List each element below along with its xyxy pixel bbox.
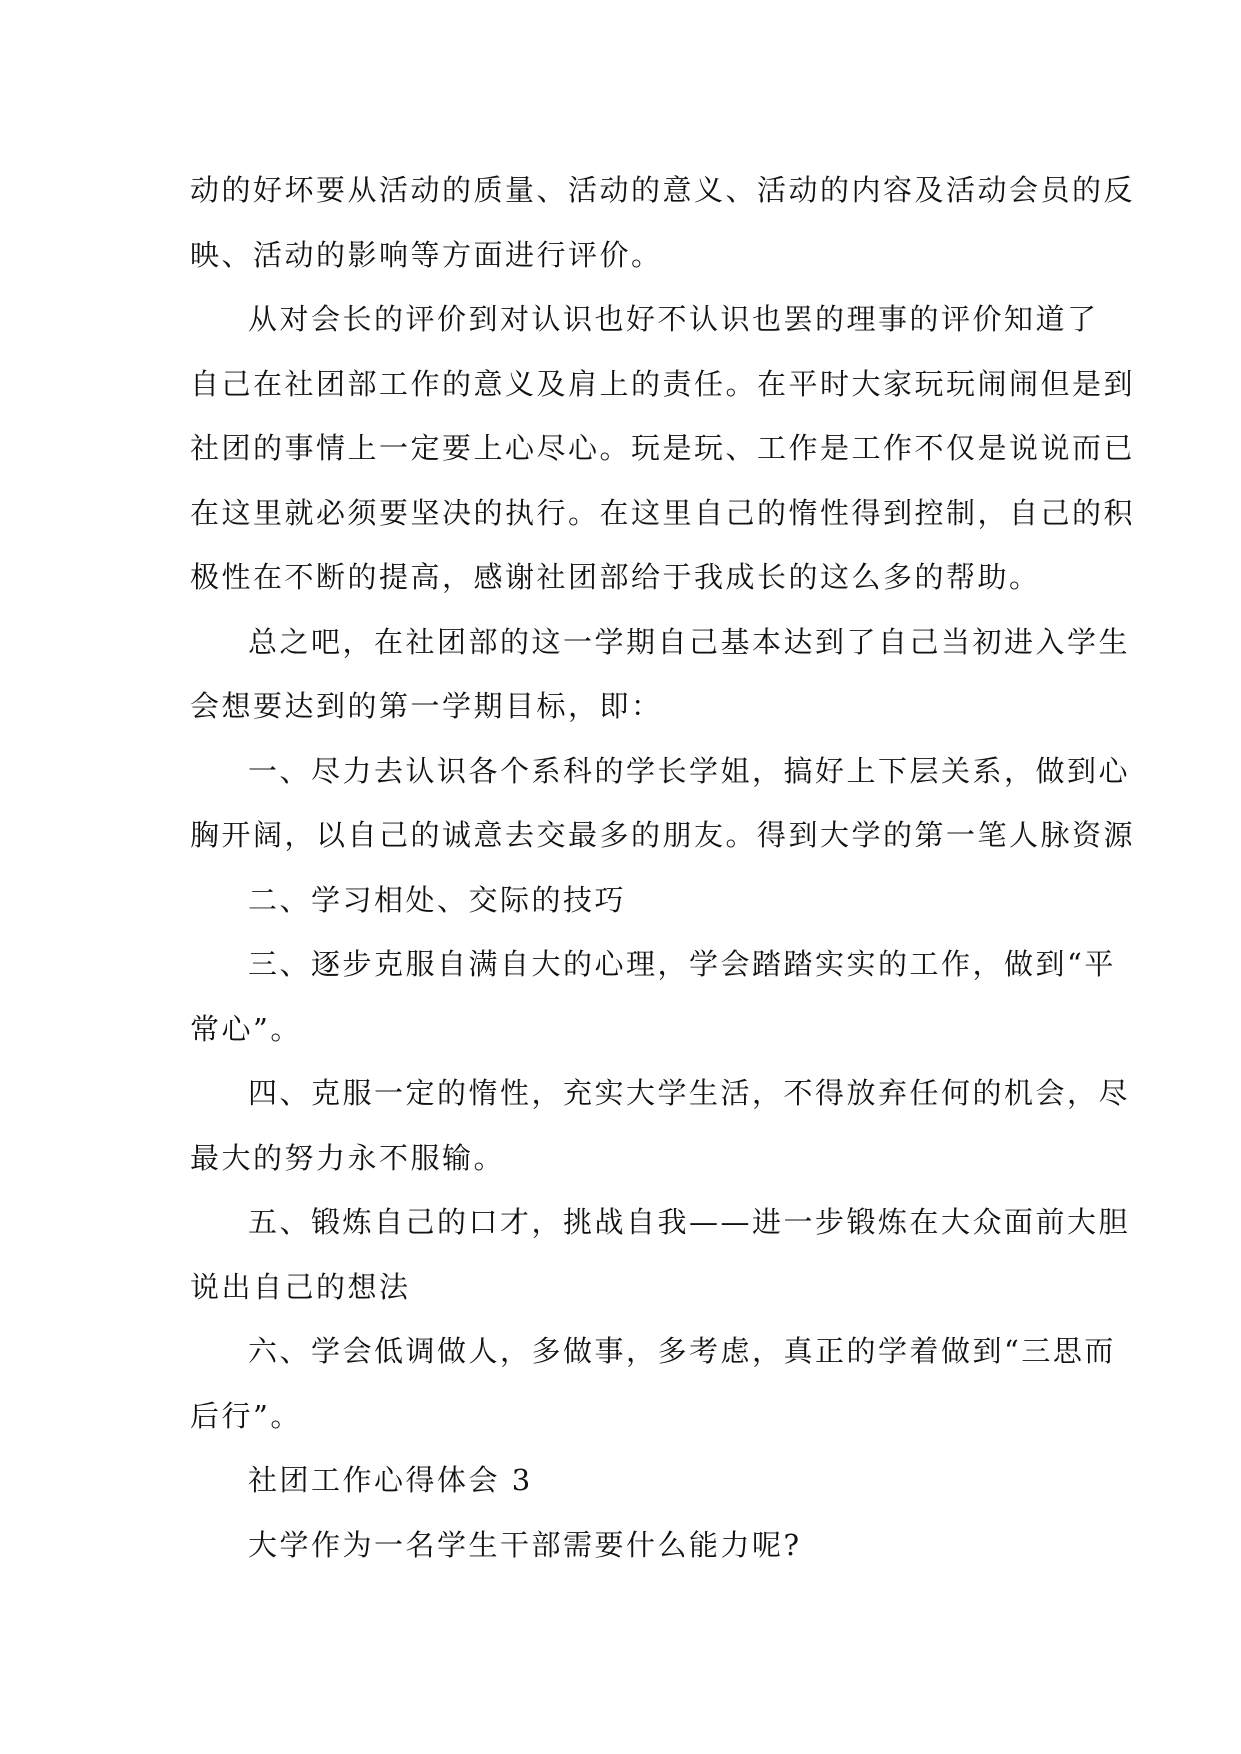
paragraph-semester-goals-intro — [190, 610, 1131, 739]
text-line: 自己在社团部工作的意义及肩上的责任。在平时大家玩玩闹闹但是到 — [190, 366, 1136, 401]
text-line: 从对会长的评价到对认识也好不认识也罢的理事的评价知道了 — [248, 302, 1099, 336]
text-line: 胸开阔，以自己的诚意去交最多的朋友。得到大学的第一笔人脉资源 — [190, 818, 1136, 852]
paragraph-goal-3 — [190, 932, 1116, 1061]
paragraph-goal-6 — [190, 1319, 1116, 1448]
text-line: 社团工作心得体会 3 — [248, 1463, 533, 1497]
text-line: 在这里就必须要坚决的执行。在这里自己的惰性得到控制，自己的积 — [190, 495, 1136, 530]
paragraph-question — [190, 1513, 1060, 1578]
text-line: 六、学会低调做人，多做事，多考虑，真正的学着做到“三思而 — [248, 1334, 1116, 1368]
text-line: 一、尽力去认识各个系科的学长学姐，搞好上下层关系，做到心 — [248, 753, 1131, 788]
text-line: 动的好坏要从活动的质量、活动的意义、活动的内容及活动会员的反 — [190, 173, 1136, 207]
text-line: 映、活动的影响等方面进行评价。 — [190, 237, 663, 272]
text-line: 二、学习相处、交际的技巧 — [248, 882, 627, 917]
text-line: 常心”。 — [190, 1011, 302, 1046]
paragraph-goal-1 — [190, 739, 1136, 868]
paragraph-responsibility — [190, 287, 1136, 610]
text-line: 后行”。 — [190, 1398, 302, 1433]
text-line: 社团的事情上一定要上心尽心。玩是玩、工作是工作不仅是说说而已 — [190, 431, 1136, 465]
paragraph-goal-5 — [190, 1190, 1131, 1319]
text-line: 最大的努力永不服输。 — [190, 1140, 506, 1175]
text-line: 极性在不断的提高，感谢社团部给于我成长的这么多的帮助。 — [190, 560, 1041, 594]
text-line: 五、锻炼自己的口才，挑战自我——进一步锻炼在大众面前大胆 — [248, 1205, 1131, 1239]
text-line: 大学作为一名学生干部需要什么能力呢? — [248, 1527, 802, 1562]
document-body — [190, 158, 1136, 1577]
text-line: 说出自己的想法 — [190, 1269, 411, 1304]
text-line: 会想要达到的第一学期目标，即： — [190, 689, 663, 723]
section-heading — [190, 1448, 1060, 1513]
text-line: 四、克服一定的惰性，充实大学生活，不得放弃任何的机会，尽 — [248, 1076, 1131, 1110]
paragraph-goal-2 — [190, 868, 1060, 933]
paragraph-goal-4 — [190, 1061, 1131, 1190]
text-line: 总之吧，在社团部的这一学期自己基本达到了自己当初进入学生 — [248, 624, 1131, 659]
text-line: 三、逐步克服自满自大的心理，学会踏踏实实的工作，做到“平 — [248, 947, 1116, 981]
paragraph-activity-evaluation — [190, 158, 1136, 287]
